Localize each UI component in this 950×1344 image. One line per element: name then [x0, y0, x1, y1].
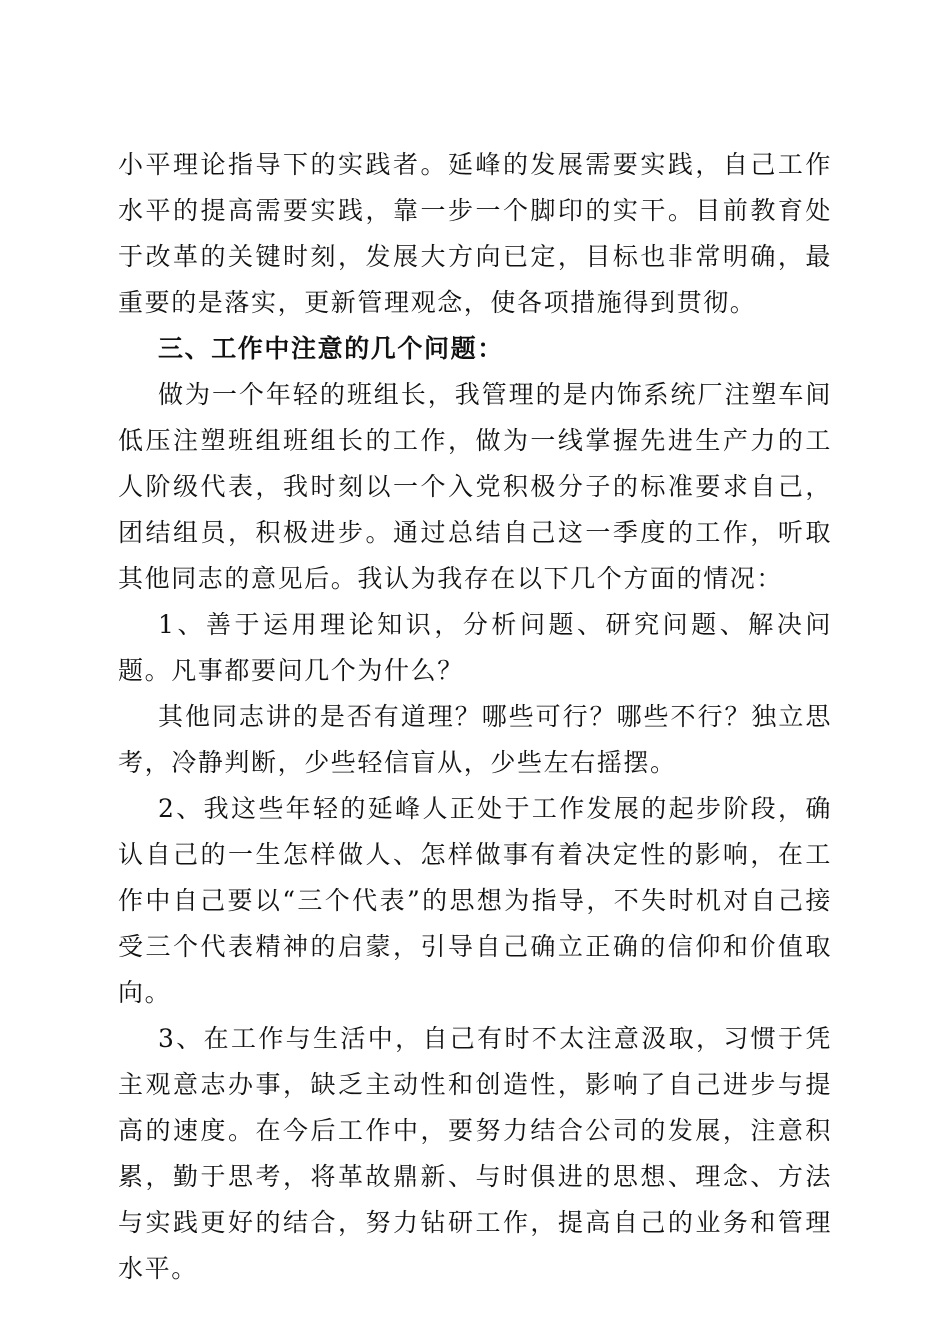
paragraph-continued: 小平理论指导下的实践者。延峰的发展需要实践，自己工作水平的提高需要实践，靠一步一个脚印的实干。目前教育处于改革的关键时刻，发展大方向已定，目标也非常明确，最重要的是落实，更新管理观念，使各项措施得到贯彻。: [118, 150, 832, 317]
document-body: [118, 142, 832, 1292]
paragraph-point-1: 1、善于运用理论知识，分析问题、研究问题、解决问题。凡事都要问几个为什么？: [118, 610, 832, 685]
paragraph-independent-thinking: 其他同志讲的是否有道理？哪些可行？哪些不行？独立思考，冷静判断，少些轻信盲从，少些左右摇摆。: [118, 702, 832, 777]
paragraph-team-leader: 做为一个年轻的班组长，我管理的是内饰系统厂注塑车间低压注塑班组班组长的工作，做为一线掌握先进生产力的工人阶级代表，我时刻以一个入党积极分子的标准要求自己，团结组员，积极进步。通过总结自己这一季度的工作，听取其他同志的意见后。我认为我存在以下几个方面的情况：: [118, 380, 832, 593]
paragraph-point-2: 2、我这些年轻的延峰人正处于工作发展的起步阶段，确认自己的一生怎样做人、怎样做事有着决定性的影响，在工作中自己要以“三个代表”的思想为指导，不失时机对自己接受三个代表精神的启蒙，引导自己确立正确的信仰和价值取向。: [118, 794, 832, 1007]
section-heading-three: 三、工作中注意的几个问题：: [158, 334, 504, 363]
paragraph-point-3: 3、在工作与生活中，自己有时不太注意汲取，习惯于凭主观意志办事，缺乏主动性和创造性，影响了自己进步与提高的速度。在今后工作中，要努力结合公司的发展，注意积累，勤于思考，将革故鼎新、与时俱进的思想、理念、方法与实践更好的结合，努力钻研工作，提高自己的业务和管理水平。: [118, 1024, 832, 1283]
